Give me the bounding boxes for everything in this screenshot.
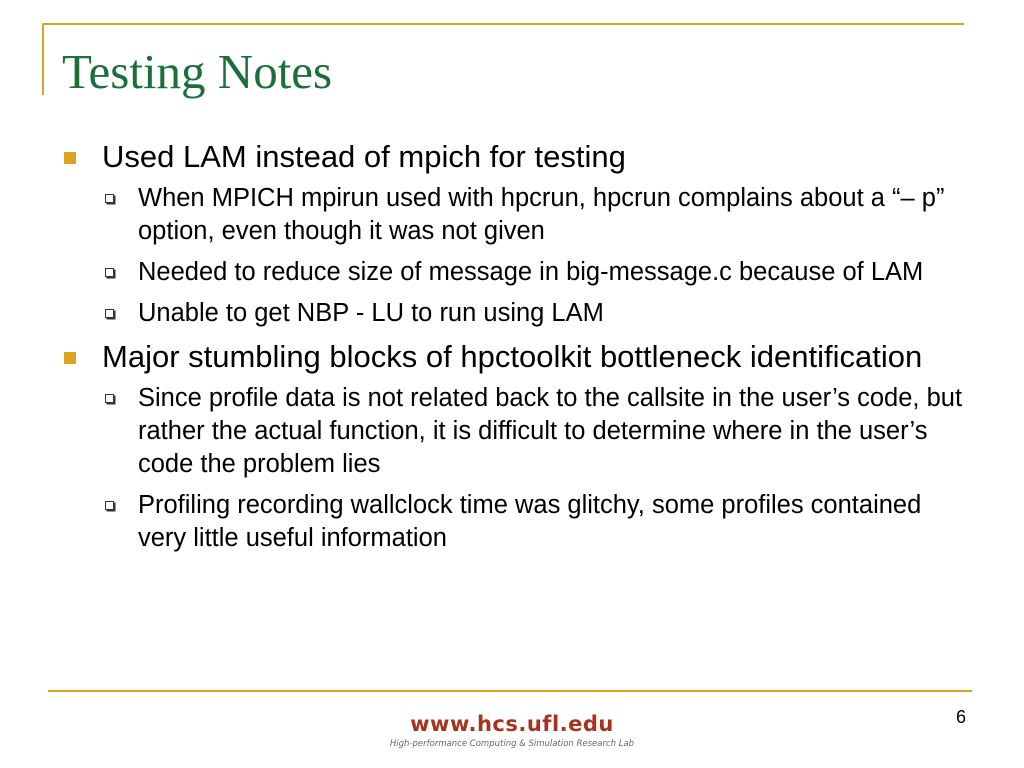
slide-title: Testing Notes (62, 44, 333, 99)
page-number: 6 (955, 707, 966, 727)
square-bullet-icon (64, 152, 76, 164)
sub-bullet-text: Profiling recording wallclock time was glitchy, some profiles contained very little useful information (138, 491, 922, 552)
hollow-square-bullet-icon (105, 501, 114, 510)
sub-bullet-mpich-hpcrun (138, 182, 968, 248)
sub-bullet-nbp-lu (138, 297, 968, 330)
left-frame-rule (42, 23, 44, 95)
square-bullet-icon (64, 352, 76, 364)
bullet-stumbling-blocks (102, 338, 982, 376)
hollow-square-bullet-icon (105, 268, 114, 277)
sub-bullet-profile-callsite (138, 382, 968, 481)
footer-url-logo: www.hcs.ufl.edu (410, 712, 614, 736)
hollow-square-bullet-icon (105, 194, 114, 203)
sub-bullet-text: Needed to reduce size of message in big-message.c because of LAM (138, 258, 924, 286)
sub-bullet-text: Since profile data is not related back to the callsite in the user’s code, but rather the actual function, it is difficult to determine where in the user’s code the problem lies (138, 384, 963, 478)
hollow-square-bullet-icon (105, 309, 114, 318)
hollow-square-bullet-icon (105, 394, 114, 403)
bullet-text: Major stumbling blocks of hpctoolkit bottleneck identification (102, 339, 923, 374)
sub-bullet-reduce-message-size (138, 256, 968, 289)
footer-lab-name: High-performance Computing & Simulation Research Lab (389, 739, 635, 749)
sub-bullet-text: Unable to get NBP - LU to run using LAM (138, 299, 604, 327)
sub-bullet-wallclock-glitchy (138, 489, 968, 555)
bullet-text: Used LAM instead of mpich for testing (102, 139, 626, 174)
sub-bullet-text: When MPICH mpirun used with hpcrun, hpcrun complains about a “– p” option, even though it was not given (138, 184, 945, 245)
slide-body (0, 138, 1024, 563)
bullet-lam-instead-of-mpich (102, 138, 982, 176)
footer-rule (48, 690, 972, 692)
top-frame-rule (42, 23, 964, 25)
